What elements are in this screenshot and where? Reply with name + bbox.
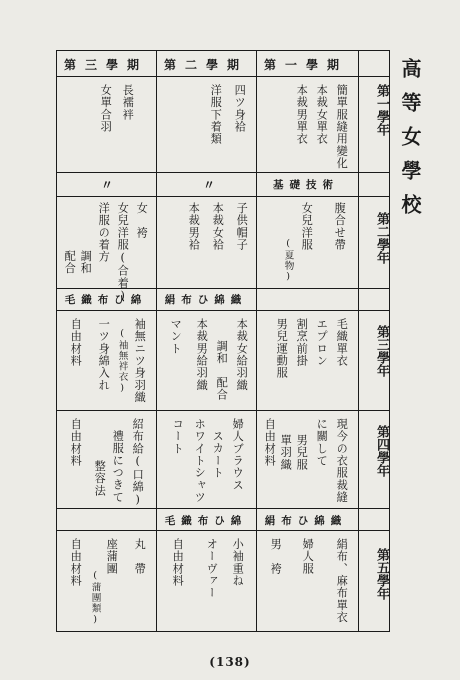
- band-label: 基礎技術: [273, 178, 339, 191]
- page-number: (138): [209, 655, 251, 669]
- cell-text: コート: [171, 418, 185, 455]
- cell-text: マント: [169, 318, 183, 355]
- cell-text: 本裁女單衣: [315, 84, 329, 145]
- cell-text: 婦人ブラウス: [231, 418, 245, 492]
- cell-text: 丸 帶: [133, 538, 147, 575]
- cell-text: 洋服下着類: [209, 84, 223, 145]
- band-label: 絹布ひ綿織: [164, 293, 248, 306]
- row-divider: [56, 508, 390, 509]
- cell-text: 自由材料: [69, 318, 83, 367]
- header-term-1: 第一學期: [264, 57, 349, 72]
- cell-text: 整容法: [93, 460, 107, 497]
- cell-text: 本裁男給羽織: [195, 318, 209, 392]
- cell-text: 本裁男袷: [187, 202, 201, 251]
- column-divider: [256, 50, 257, 632]
- cell-text: 自由材料: [69, 418, 83, 467]
- cell-note: (蒲團類): [89, 570, 101, 626]
- cell-text: 女兒洋服: [300, 202, 314, 251]
- cell-text: 本裁男單衣: [295, 84, 309, 145]
- cell-text: 絹布、麻布單衣: [335, 538, 349, 624]
- cell-text: 單羽織: [279, 434, 293, 471]
- grade-4-label: 第四學年: [374, 425, 389, 477]
- header-divider: [56, 76, 390, 77]
- cell-text: エプロン: [315, 318, 329, 367]
- cell-text: 割烹前掛: [295, 318, 309, 367]
- cell-text: 子供帽子: [235, 202, 249, 251]
- cell-text: 女單合羽: [99, 84, 113, 133]
- school-title: 高等女學校: [398, 58, 422, 228]
- row-divider: [56, 196, 390, 197]
- cell-text: 調和: [79, 250, 93, 275]
- band-label: 毛織布ひ綿: [164, 514, 248, 527]
- cell-text: 配合: [63, 250, 77, 275]
- cell-text: オーヴァー: [205, 538, 219, 599]
- cell-note: (夏物): [282, 238, 294, 284]
- cell-text: 女 袴: [135, 202, 149, 239]
- band-label: 毛織布ひ綿: [64, 293, 148, 306]
- cell-text: 簡單服縫用變化: [335, 84, 349, 170]
- ditto-mark: 〃: [101, 178, 114, 192]
- grade-2-label: 第二學年: [374, 212, 389, 264]
- header-term-2: 第二學期: [164, 57, 249, 72]
- cell-text: 四ツ身袷: [233, 84, 247, 133]
- cell-text: 長襦袢: [121, 84, 135, 121]
- cell-text: 一ツ身綿入れ: [97, 318, 111, 392]
- column-divider: [156, 50, 157, 632]
- header-term-3: 第三學期: [64, 57, 149, 72]
- grade-5-label: 第五學年: [374, 548, 389, 600]
- cell-text: 調和 配合: [215, 340, 229, 401]
- ditto-mark: 〃: [203, 178, 216, 192]
- row-divider: [56, 530, 390, 531]
- band-label: 絹布ひ綿織: [264, 514, 348, 527]
- cell-text: 男兒服: [295, 434, 309, 471]
- cell-text: 禮服につきて: [111, 430, 125, 504]
- cell-text: 紹布給(口綿): [131, 418, 145, 507]
- cell-text: 座蒲團: [105, 538, 119, 575]
- cell-text: 女兒洋服(合着): [116, 202, 130, 304]
- row-divider: [56, 288, 390, 289]
- cell-text: 袖無ニツ身羽織: [133, 318, 147, 404]
- row-divider: [56, 172, 390, 173]
- cell-text: 自由材料: [171, 538, 185, 587]
- cell-text: 男 袴: [269, 538, 283, 575]
- cell-text: に關して: [315, 418, 329, 467]
- cell-text: 小袖重ね: [231, 538, 245, 587]
- cell-text: 婦人服: [301, 538, 315, 575]
- column-divider: [358, 50, 359, 632]
- cell-text: 腹合せ帶: [333, 202, 347, 251]
- cell-text: 本裁女袷: [211, 202, 225, 251]
- cell-text: 男兒運動服: [275, 318, 289, 379]
- cell-text: 自由材料: [69, 538, 83, 587]
- cell-text: スカート: [211, 430, 225, 479]
- row-divider: [56, 310, 390, 311]
- cell-text: 本裁女給羽織: [235, 318, 249, 392]
- grade-3-label: 第三學年: [374, 325, 389, 377]
- cell-text: 毛織單衣: [335, 318, 349, 367]
- row-divider: [56, 410, 390, 411]
- cell-text: ホワイトシャツ: [193, 418, 207, 504]
- cell-text: 現今の衣服裁縫: [335, 418, 349, 504]
- cell-text: 洋服の着方: [97, 202, 111, 263]
- grade-1-label: 第一學年: [374, 84, 389, 136]
- cell-text: 自由材料: [263, 418, 277, 467]
- cell-note: (袖無袢衣): [116, 328, 128, 395]
